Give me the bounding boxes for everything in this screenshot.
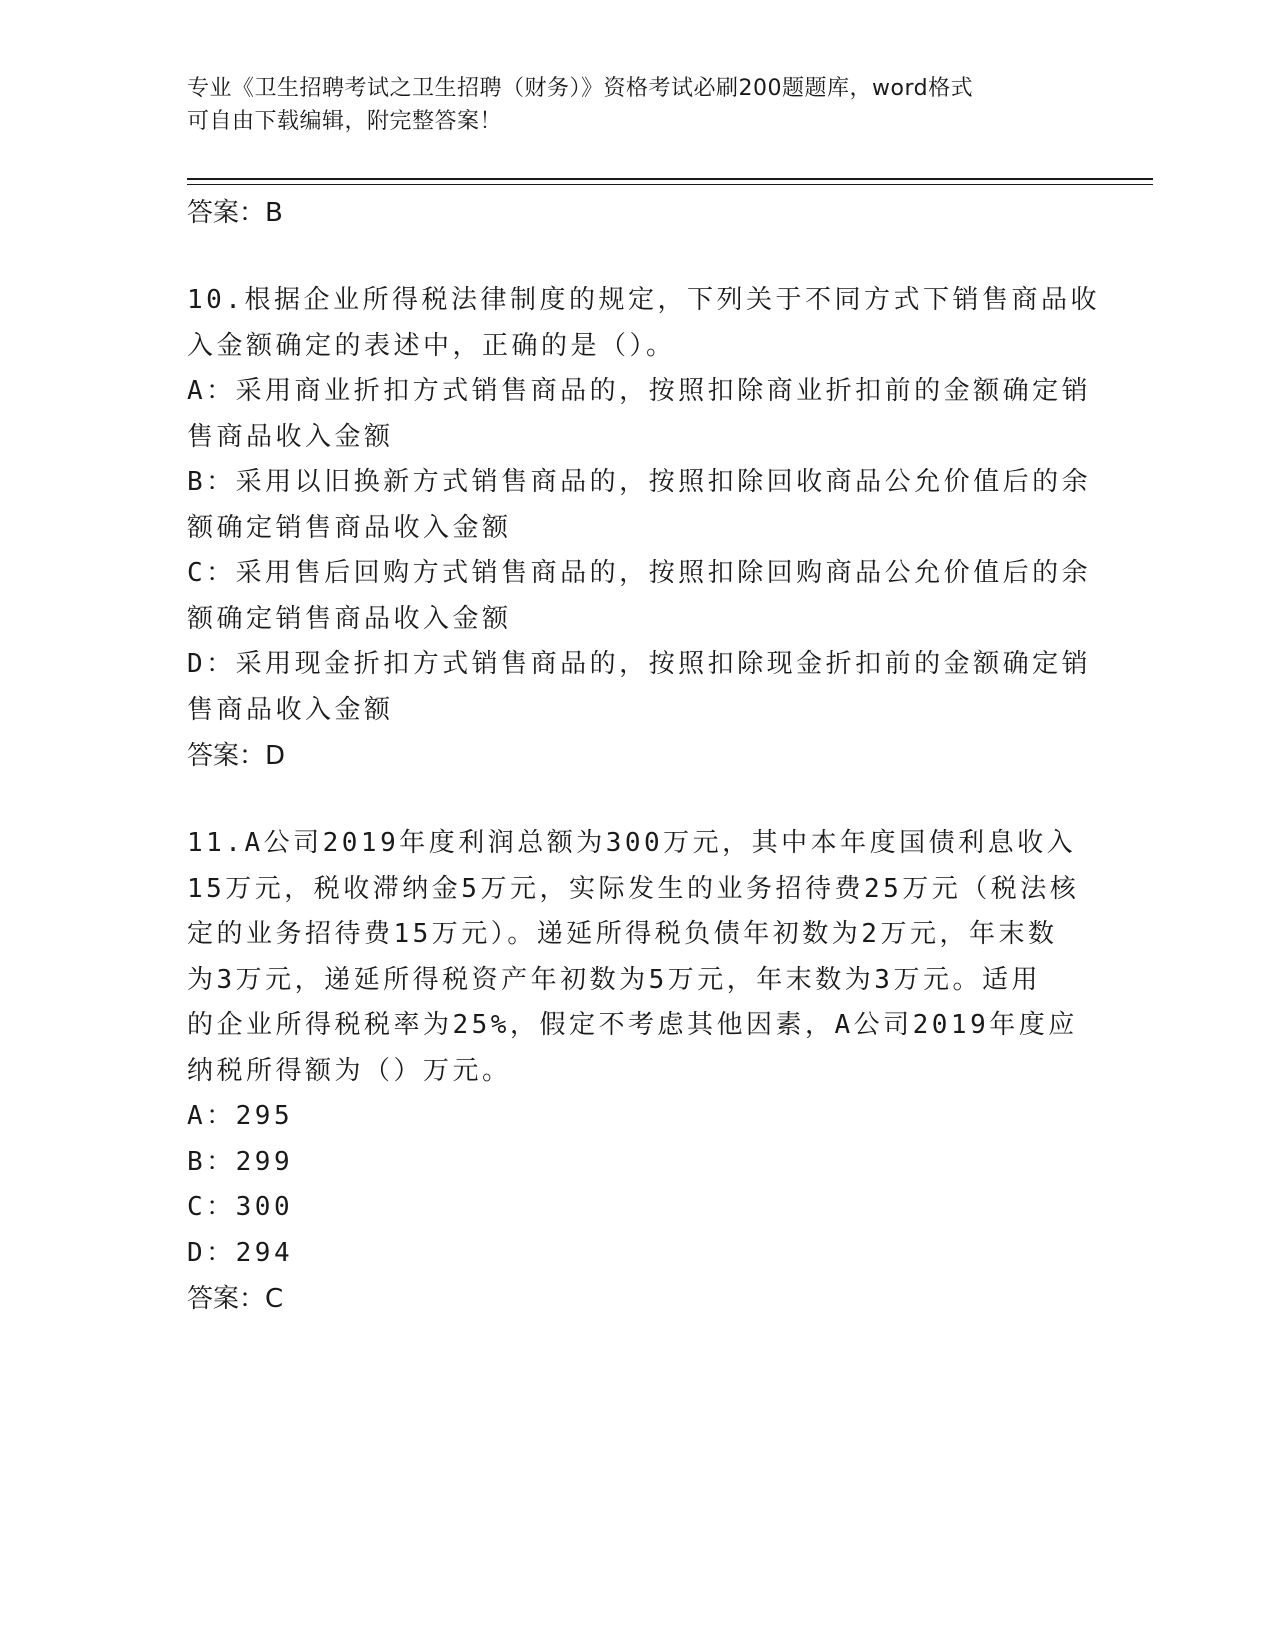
question-11-line: 纳税所得额为（）万元。 — [187, 1055, 512, 1086]
question-11-answer: 答案：C — [187, 1284, 284, 1314]
question-10-option-b: 额确定销售商品收入金额 — [187, 512, 512, 543]
question-10-line: 10.根据企业所得税法律制度的规定，下列关于不同方式下销售商品收 — [187, 285, 1100, 315]
header-rule-thick — [187, 178, 1153, 180]
previous-answer: 答案：B — [187, 198, 283, 228]
question-10-option-d: D：采用现金折扣方式销售商品的，按照扣除现金折扣前的金额确定销 — [187, 649, 1092, 679]
question-11-option-d: D：294 — [187, 1237, 294, 1268]
question-10-option-b: B：采用以旧换新方式销售商品的，按照扣除回收商品公允价值后的余 — [187, 467, 1092, 497]
question-11-option-a: A：295 — [187, 1101, 294, 1131]
header-line-1: 专业《卫生招聘考试之卫生招聘（财务）》资格考试必刷200题题库，word格式 — [187, 76, 974, 101]
question-11-line: 定的业务招待费15万元）。递延所得税负债年初数为2万元，年末数 — [187, 919, 1058, 949]
header-line-2: 可自由下载编辑，附完整答案！ — [187, 109, 503, 134]
question-10-option-a: A：采用商业折扣方式销售商品的，按照扣除商业折扣前的金额确定销 — [187, 376, 1092, 406]
question-11-option-c: C：300 — [187, 1192, 294, 1222]
question-11-line: 为3万元，递延所得税资产年初数为5万元，年末数为3万元。适用 — [187, 964, 1041, 995]
question-10-line: 入金额确定的表述中，正确的是（）。 — [187, 330, 676, 361]
question-10-option-a: 售商品收入金额 — [187, 421, 394, 452]
question-10-option-c: C：采用售后回购方式销售商品的，按照扣除回购商品公允价值后的余 — [187, 558, 1092, 588]
question-10-answer: 答案：D — [187, 741, 286, 771]
header-rule-thin — [187, 184, 1153, 185]
question-11-line: 的企业所得税税率为25%，假定不考虑其他因素，A公司2019年度应 — [187, 1010, 1078, 1040]
question-11-option-b: B：299 — [187, 1146, 294, 1177]
question-10-option-c: 额确定销售商品收入金额 — [187, 603, 512, 634]
document-header — [187, 72, 1067, 138]
spacer — [187, 236, 1087, 278]
question-11-line: 11.A公司2019年度利润总额为300万元，其中本年度国债利息收入 — [187, 828, 1077, 858]
document-body — [187, 190, 1100, 1322]
spacer — [187, 779, 1087, 821]
question-10-option-d: 售商品收入金额 — [187, 694, 394, 725]
question-10 — [187, 278, 1100, 779]
question-11 — [187, 821, 1087, 1322]
question-11-line: 15万元，税收滞纳金5万元，实际发生的业务招待费25万元（税法核 — [187, 873, 1080, 904]
